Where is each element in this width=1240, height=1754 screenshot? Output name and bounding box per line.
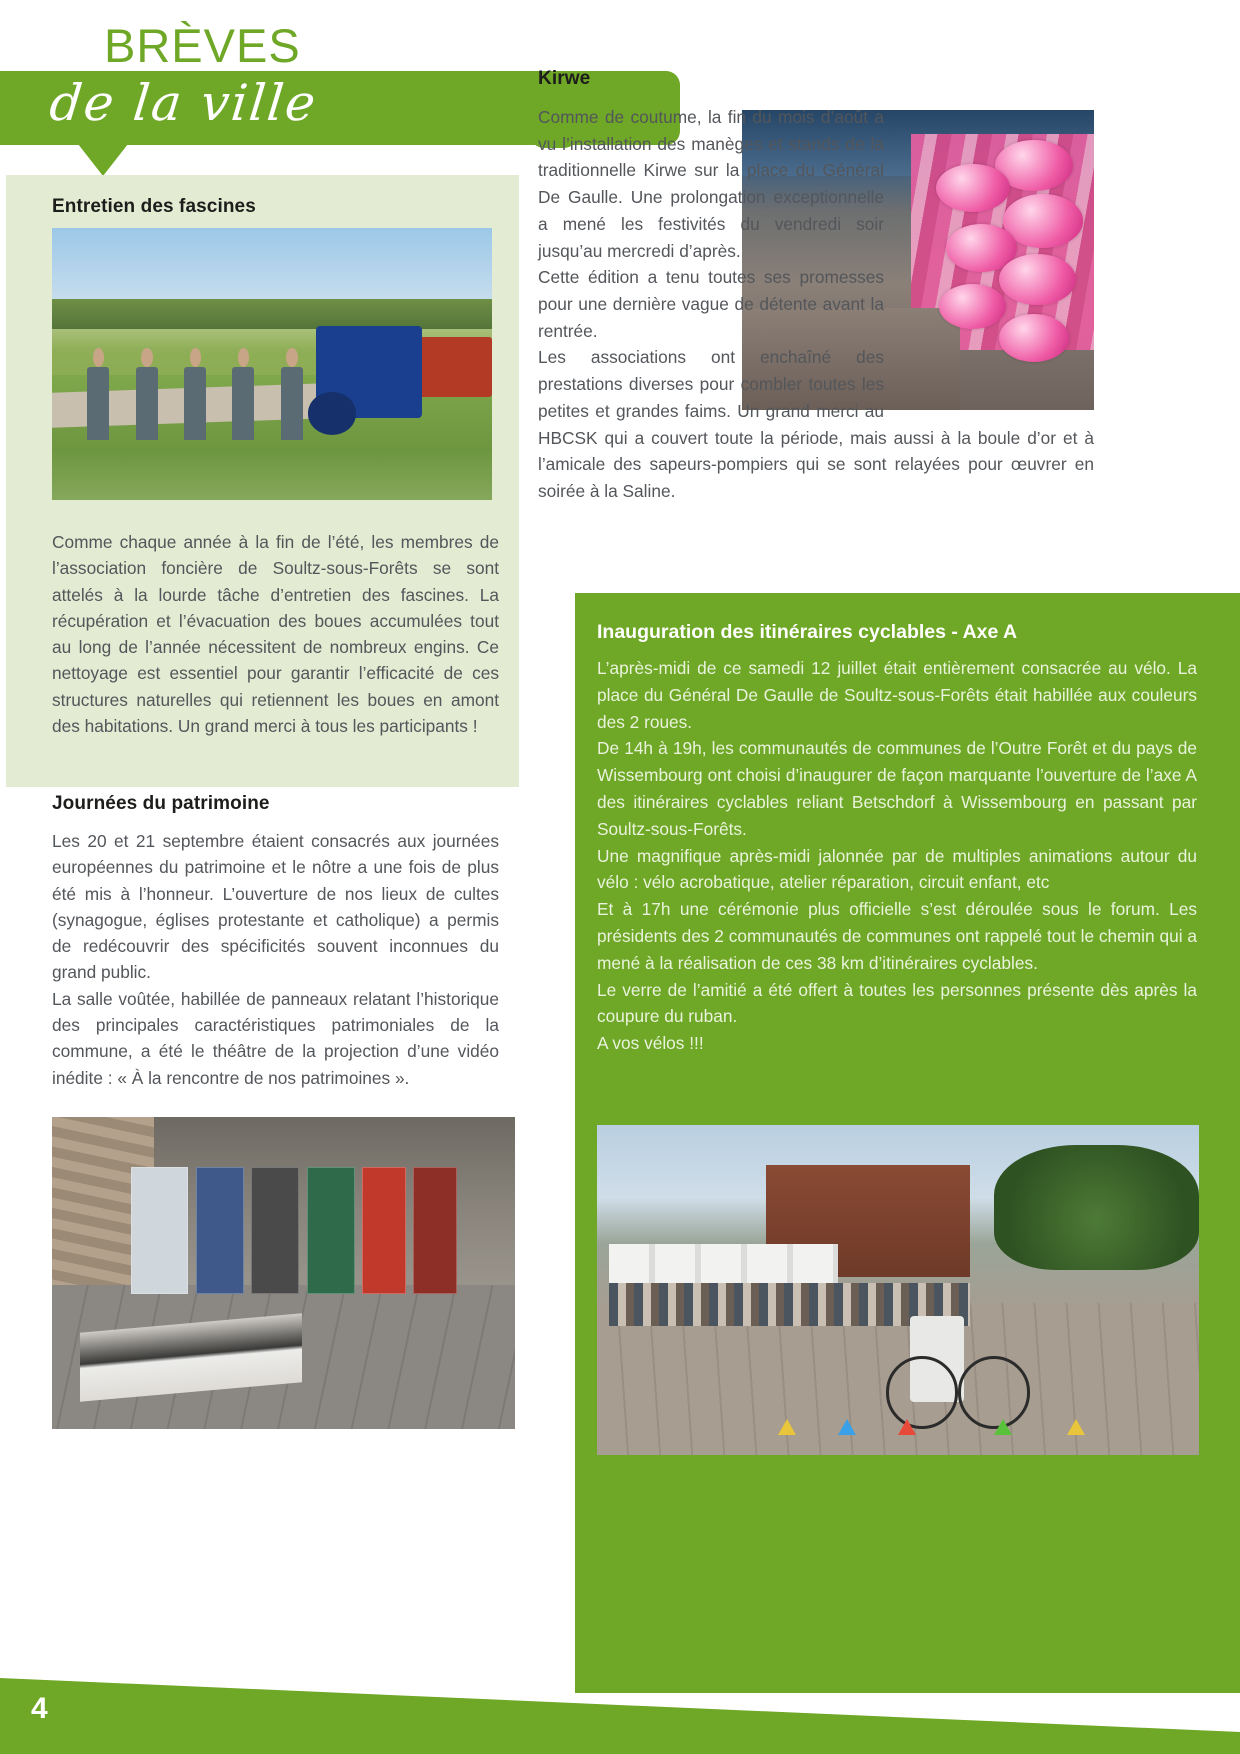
- section-body-entretien-des-fascines: Comme chaque année à la fin de l’été, les membres de l’association foncière de Soultz-sous-Forêts se sont attelés à la lourde tâche d’entretien des fascines. La récupération et l’évacuation des boues accumulées tout au long de l’année nécessitent de nombreux engins. Ce nettoyage est essentiel pour garantir l’efficacité de ces structures naturelles qui retiennent les boues en amont des habitations. Un grand merci à tous les participants !: [52, 532, 499, 736]
- header-pointer-triangle: [78, 144, 128, 176]
- section-title-kirwe: Kirwe: [538, 68, 591, 89]
- feature-paragraph-4: Et à 17h une cérémonie plus officielle s’est déroulée sous le forum. Les présidents des 2 communautés de communes ont rappelé tout le chemin qui a mené à la réalisation de ces 38 km d’itinéraires cyclables.: [597, 899, 1197, 973]
- feature-paragraph-6: A vos vélos !!!: [597, 1033, 704, 1054]
- patrimoine-paragraph-2: La salle voûtée, habillée de panneaux relatant l’historique des principales caractéristiques patrimoniales de la commune, a été le théâtre de la projection d’une vidéo inédite : « À la rencontre de nos patrimoines ».: [52, 988, 499, 1088]
- photo-entretien-des-fascines: [52, 228, 492, 500]
- feature-paragraph-1: L’après-midi de ce samedi 12 juillet était entièrement consacrée au vélo. La place du Général De Gaulle de Soultz-sous-Forêts était habillée aux couleurs des 2 roues.: [597, 658, 1197, 732]
- page-footer: [0, 1640, 1240, 1754]
- kirwe-paragraph-2: Cette édition a tenu toutes ses promesses pour une dernière vague de détente avant la rentrée.: [538, 267, 884, 341]
- patrimoine-paragraph-1: Les 20 et 21 septembre étaient consacrés aux journées européennes du patrimoine et le nôtre a une fois de plus été mis à l’honneur. L’ouverture de nos lieux de cultes (synagogue, églises protestante et catholique) a permis de redécouvrir des spécificités souvent inconnues du grand public.: [52, 831, 499, 983]
- page-number: 4: [31, 1692, 48, 1725]
- feature-paragraph-3: Une magnifique après-midi jalonnée par de multiples animations autour du vélo : vélo acrobatique, atelier réparation, circuit enfant, etc: [597, 845, 1197, 893]
- section-body-kirwe: [538, 104, 1094, 505]
- section-title-journees-du-patrimoine: Journées du patrimoine: [52, 793, 270, 814]
- section-body-journees-du-patrimoine: [52, 828, 499, 1091]
- kirwe-text-wrap-spacer: [884, 104, 1094, 410]
- photo-journees-du-patrimoine: [52, 1117, 515, 1429]
- photo-inauguration-velo: [597, 1125, 1199, 1455]
- kirwe-paragraph-3: Les associations ont enchaîné des prestations diverses pour combler toutes les petites et grandes faims. Un grand merci au HBCSK qui a couvert toute la période, mais aussi à la boule d’or et à l’amicale des sapeurs-pompiers qui se sont relayées pour œuvrer en soirée à la Saline.: [538, 347, 1094, 502]
- left-accent-bar: [0, 175, 6, 787]
- feature-paragraph-5: Le verre de l’amitié a été offert à toutes les personnes présente dès après la coupure du ruban.: [597, 979, 1197, 1027]
- feature-box-title: Inauguration des itinéraires cyclables - Axe A: [597, 621, 1018, 643]
- footer-diagonal-shape: [0, 1640, 1240, 1754]
- section-title-entretien-des-fascines: Entretien des fascines: [52, 196, 256, 217]
- page-title: BRÈVES: [104, 19, 301, 72]
- feature-paragraph-2: De 14h à 19h, les communautés de communes de l’Outre Forêt et du pays de Wissembourg ont choisi d’inaugurer de façon marquante l’ouverture de l’axe A des itinéraires cyclables reliant Betschdorf à Wissembourg en passant par Soultz-sous-Forêts.: [597, 738, 1197, 839]
- page-subtitle: de la ville: [46, 74, 321, 132]
- kirwe-paragraph-1: Comme de coutume, la fin du mois d’août a vu l’installation des manèges et stands de la traditionnelle Kirwe sur la place du Général De Gaulle. Une prolongation exceptionnelle a mené les festivités du vendredi soir jusqu’au mercredi d’après.: [538, 107, 884, 261]
- feature-box-body: [597, 655, 1197, 1057]
